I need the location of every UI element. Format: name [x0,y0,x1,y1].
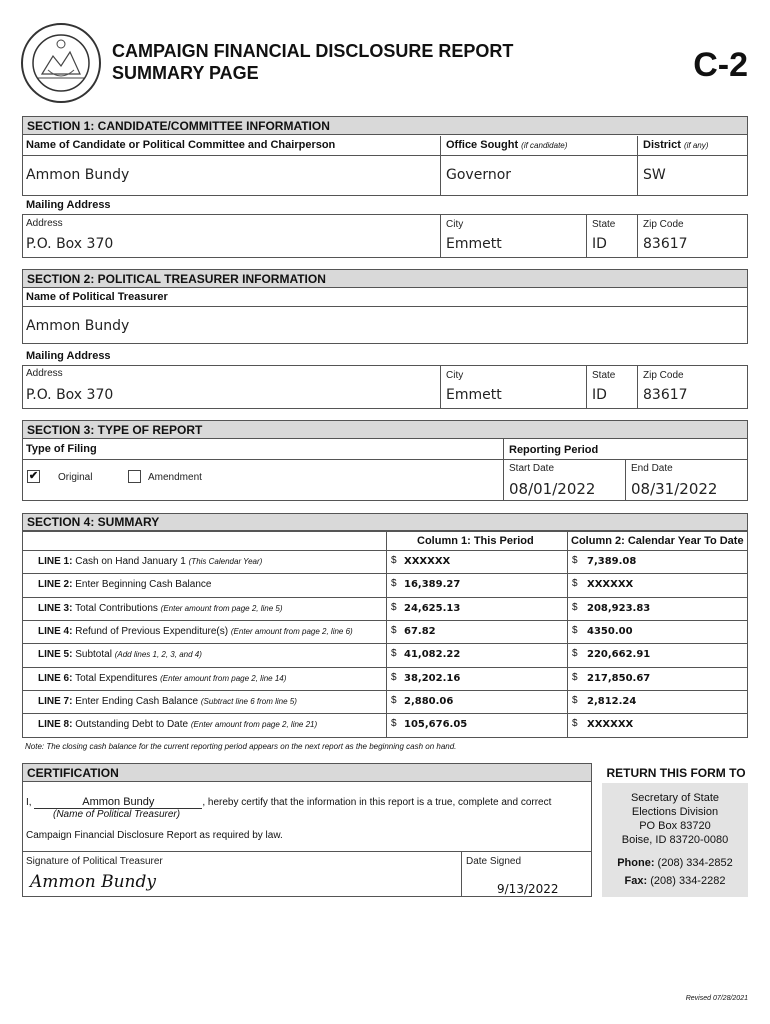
section-1-title: SECTION 1: CANDIDATE/COMMITTEE INFORMATION [23,117,747,135]
summary-line-label: LINE 8: Outstanding Debt to Date (Enter amount from page 2, line 21) [38,719,318,731]
summary-col2-value[interactable]: 7,389.08 [587,556,637,567]
return-line-4: Boise, ID 83720-0080 [621,834,729,846]
currency-symbol: $ [391,555,397,566]
treasurer-city-field[interactable]: Emmett [446,387,502,403]
phone-line: Phone: (208) 334-2852 [617,857,733,869]
currency-symbol: $ [572,601,578,613]
section-1-address [22,214,748,258]
column-1-header: Column 1: This Period [417,535,534,547]
summary-line-label: LINE 7: Enter Ending Cash Balance (Subtract line 6 from line 5) [38,695,297,707]
district-label: District (if any) [643,139,709,151]
state-seal [20,22,102,104]
summary-col1-value[interactable]: 41,082.22 [404,649,461,661]
treasurer-mailing-label: Mailing Address [26,350,111,362]
state-label: State [592,219,616,230]
original-label: Original [58,472,93,483]
signature-label: Signature of Political Treasurer [26,856,163,867]
currency-symbol: $ [572,718,578,730]
certification-statement-2: Campaign Financial Disclosure Report as required by law. [26,830,283,841]
certification-statement: I, Ammon Bundy , hereby certify that the information in this report is a true, complete and correct [26,796,552,808]
summary-col1-value[interactable]: 2,880.06 [404,695,454,707]
summary-note: Note: The closing cash balance for the current reporting period appears on the next report as the beginning cash on hand. [25,742,457,751]
section-2-title: SECTION 2: POLITICAL TREASURER INFORMATION [23,270,747,288]
treasurer-address-label: Address [26,368,63,379]
report-title [112,40,513,84]
certification-title: CERTIFICATION [23,764,591,782]
state-field[interactable]: ID [592,236,607,252]
return-line-1: Secretary of State [630,792,720,804]
summary-line-label: LINE 4: Refund of Previous Expenditure(s) (Enter amount from page 2, line 6) [38,625,353,637]
signature-field[interactable]: Ammon Bundy [30,872,156,892]
treasurer-state-label: State [592,370,616,381]
candidate-name-label: Name of Candidate or Political Committee and Chairperson [26,139,336,151]
treasurer-state-field[interactable]: ID [592,387,607,403]
date-signed-field[interactable]: 9/13/2022 [497,882,559,896]
section-4-title: SECTION 4: SUMMARY [23,514,747,531]
summary-line-label: LINE 2: Enter Beginning Cash Balance [38,579,212,591]
start-date-label: Start Date [509,463,555,474]
treasurer-zip-label: Zip Code [643,370,684,381]
start-date-field[interactable]: 08/01/2022 [509,480,596,498]
return-address-box [602,783,748,897]
currency-symbol: $ [572,694,578,706]
currency-symbol: $ [572,624,578,636]
summary-col1-value[interactable]: XXXXXX [404,556,451,567]
title-line-1: CAMPAIGN FINANCIAL DISCLOSURE REPORT [112,41,514,61]
original-checkbox[interactable]: ✔ [28,470,39,482]
currency-symbol: $ [572,578,578,590]
summary-line-label: LINE 5: Subtotal (Add lines 1, 2, 3, and 4) [38,649,202,661]
district-field[interactable]: SW [643,167,666,183]
zip-field[interactable]: 83617 [643,236,688,252]
summary-col2-value[interactable]: 4350.00 [587,625,633,637]
address-label: Address [26,218,63,229]
currency-symbol: $ [391,578,397,590]
certification-name-field[interactable]: Ammon Bundy [34,796,202,809]
treasurer-name-label: Name of Political Treasurer [26,291,168,303]
city-field[interactable]: Emmett [446,236,502,252]
seal-icon [20,22,102,104]
summary-line-label: LINE 6: Total Expenditures (Enter amount from page 2, line 14) [38,672,287,684]
return-form-title: RETURN THIS FORM TO [606,766,746,780]
summary-col1-value[interactable]: 16,389.27 [404,579,461,591]
summary-col2-value[interactable]: XXXXXX [587,719,634,731]
currency-symbol: $ [572,648,578,660]
revised-date: Revised 07/28/2021 [685,995,748,1002]
title-line-2: SUMMARY PAGE [112,63,259,83]
date-signed-label: Date Signed [466,856,522,867]
treasurer-city-label: City [446,370,464,381]
summary-col2-value[interactable]: XXXXXX [587,579,634,591]
currency-symbol: $ [391,648,397,660]
summary-col2-value[interactable]: 217,850.67 [587,672,651,684]
section-3-title: SECTION 3: TYPE OF REPORT [23,421,747,439]
currency-symbol: $ [572,555,578,566]
currency-symbol: $ [391,718,397,730]
summary-col1-value[interactable]: 38,202.16 [404,672,461,684]
treasurer-address-field[interactable]: P.O. Box 370 [26,387,114,403]
end-date-field[interactable]: 08/31/2022 [631,480,718,498]
summary-col1-value[interactable]: 105,676.05 [404,719,468,731]
summary-col2-value[interactable]: 2,812.24 [587,695,637,707]
treasurer-name-field[interactable]: Ammon Bundy [26,318,130,334]
return-line-3: PO Box 83720 [639,820,711,832]
address-field[interactable]: P.O. Box 370 [26,236,114,252]
mailing-address-label: Mailing Address [26,199,111,211]
type-of-filing-label: Type of Filing [26,443,97,455]
amendment-checkbox[interactable] [128,470,141,483]
city-label: City [446,219,464,230]
candidate-name-field[interactable]: Ammon Bundy [26,167,130,183]
zip-label: Zip Code [643,219,684,230]
certification-name-hint: (Name of Political Treasurer) [53,809,181,820]
currency-symbol: $ [391,601,397,613]
treasurer-zip-field[interactable]: 83617 [643,387,688,403]
reporting-period-label: Reporting Period [509,444,599,456]
currency-symbol: $ [391,694,397,706]
column-2-header: Column 2: Calendar Year To Date [571,535,744,547]
section-2-address [22,365,748,409]
office-sought-field[interactable]: Governor [446,167,512,183]
summary-col1-value[interactable]: 67.82 [404,625,436,637]
form-code: C-2 [693,46,748,84]
return-line-2: Elections Division [631,806,719,818]
summary-col1-value[interactable]: 24,625.13 [404,602,461,614]
end-date-label: End Date [631,463,673,474]
office-sought-label: Office Sought (if candidate) [446,139,568,151]
fax-line: Fax: (208) 334-2282 [624,875,726,887]
amendment-label: Amendment [148,472,202,483]
currency-symbol: $ [391,671,397,683]
summary-line-label: LINE 1: Cash on Hand January 1 (This Calendar Year) [38,556,263,567]
summary-line-label: LINE 3: Total Contributions (Enter amount from page 2, line 5) [38,602,283,614]
summary-col2-value[interactable]: 208,923.83 [587,602,651,614]
currency-symbol: $ [572,671,578,683]
currency-symbol: $ [391,624,397,636]
summary-col2-value[interactable]: 220,662.91 [587,649,651,661]
